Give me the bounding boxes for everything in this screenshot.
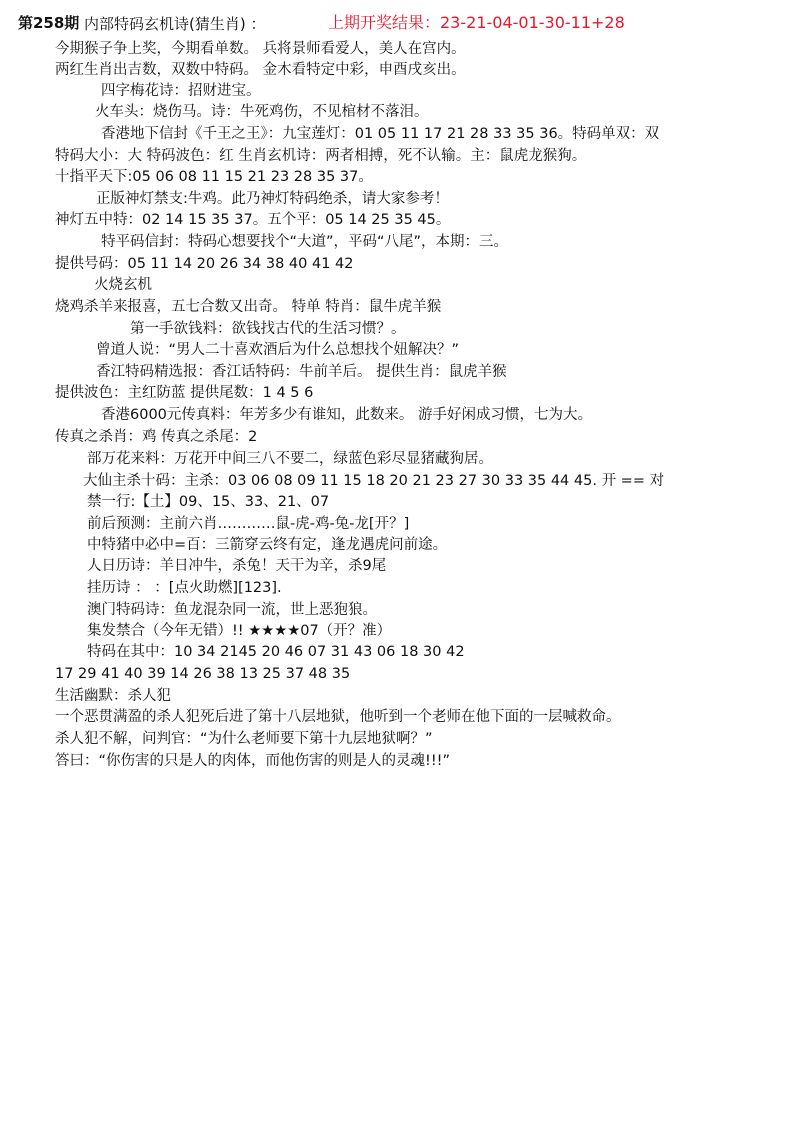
text-line: 曾道人说：“男人二十喜欢酒后为什么总想找个妞解决？” <box>96 342 460 358</box>
text-line: 提供波色：主红防蓝 提供尾数：1 4 5 6 <box>55 385 314 401</box>
text-line: 特平码信封：特码心想要找个“大道”，平码“八尾”，本期：三。 <box>101 234 509 250</box>
text-line: 香江特码精选报：香江话特码：牛前羊后。 提供生肖：鼠虎羊猴 <box>96 364 507 380</box>
text-line: 传真之杀肖：鸡 传真之杀尾：2 <box>55 429 258 445</box>
text-line: 大仙主杀十码：主杀：03 06 08 09 11 15 18 20 21 23 27 30 33 35 44 45. 开 == 对 <box>83 473 665 489</box>
text-line: 中特猪中必中=百：三箭穿云终有定，逢龙遇虎问前途。 <box>87 537 448 553</box>
text-line: 部万花来料：万花开中间三八不要二，绿蓝色彩尽显猪藏狗居。 <box>87 451 493 467</box>
text-line: 香港6000元传真料：年芳多少有谁知，此数来。 游手好闲成习惯，七为大。 <box>101 407 593 423</box>
poem-title: 内部特码玄机诗(猜生肖) ： <box>84 15 266 33</box>
last-draw-result: 上期开奖结果：23-21-04-01-30-11+28 <box>328 13 625 32</box>
text-line: 今期猴子争上奖，今期看单数。 兵将景师看爱人，美人在宫内。 <box>55 41 466 57</box>
text-line: 两红生肖出吉数，双数中特码。 金木看特定中彩，申酉戌亥出。 <box>55 62 466 78</box>
text-line: 特码在其中：10 34 2145 20 46 07 31 43 06 18 30 42 <box>87 644 465 660</box>
text-line: 禁一行:【土】09、15、33、21、07 <box>87 494 330 510</box>
text-line: 四字梅花诗：招财进宝。 <box>101 83 261 99</box>
text-line: 澳门特码诗：鱼龙混杂同一流，世上恶狍狼。 <box>87 602 377 618</box>
text-line: 前后预测：主前六肖…………鼠-虎-鸡-兔-龙[开？] <box>87 516 410 532</box>
text-line: 烧鸡杀羊来报喜，五七合数又出奇。 特单 特肖：鼠牛虎羊猴 <box>55 299 442 315</box>
text-line: 火烧玄机 <box>94 277 152 293</box>
text-line: 人日历诗：羊日冲牛，杀兔！天干为辛，杀9尾 <box>87 558 387 574</box>
header <box>18 10 788 34</box>
text-line: 提供号码：05 11 14 20 26 34 38 40 41 42 <box>55 256 354 272</box>
text-line: 生活幽默：杀人犯 <box>55 688 171 704</box>
text-line: 特码大小：大 特码波色：红 生肖玄机诗：两者相搏，死不认输。主：鼠虎龙猴狗。 <box>55 148 587 164</box>
issue-number: 第258期 <box>18 14 80 32</box>
text-line: 17 29 41 40 39 14 26 38 13 25 37 48 35 <box>55 666 351 682</box>
text-line: 答曰：“你伤害的只是人的肉体，而他伤害的则是人的灵魂!!!” <box>55 753 450 769</box>
text-line: 火车头：烧伤马。诗：牛死鸡伤，不见棺材不落泪。 <box>95 104 429 120</box>
text-line: 第一手欲钱料：欲钱找古代的生活习惯？。 <box>130 321 406 337</box>
text-line: 杀人犯不解，问判官：“为什么老师要下第十九层地狱啊？” <box>55 731 433 747</box>
text-line: 一个恶贯满盈的杀人犯死后进了第十八层地狱，他听到一个老师在他下面的一层喊救命。 <box>55 709 621 725</box>
text-line: 十指平天下:05 06 08 11 15 21 23 28 35 37。 <box>55 169 373 185</box>
text-line: 集发禁合（今年无错）!! ★★★★07（开？准） <box>87 623 392 639</box>
text-line: 正版神灯禁支:牛鸡。此乃神灯特码绝杀，请大家参考！ <box>96 191 449 207</box>
text-line: 挂历诗 ： ：[点火助燃][123]. <box>87 580 282 596</box>
text-line: 神灯五中特：02 14 15 35 37。五个平：05 14 25 35 45。 <box>55 212 451 228</box>
text-line: 香港地下信封《千王之王》：九宝莲灯：01 05 11 17 21 28 33 35 36。特码单双：双 <box>101 126 660 142</box>
